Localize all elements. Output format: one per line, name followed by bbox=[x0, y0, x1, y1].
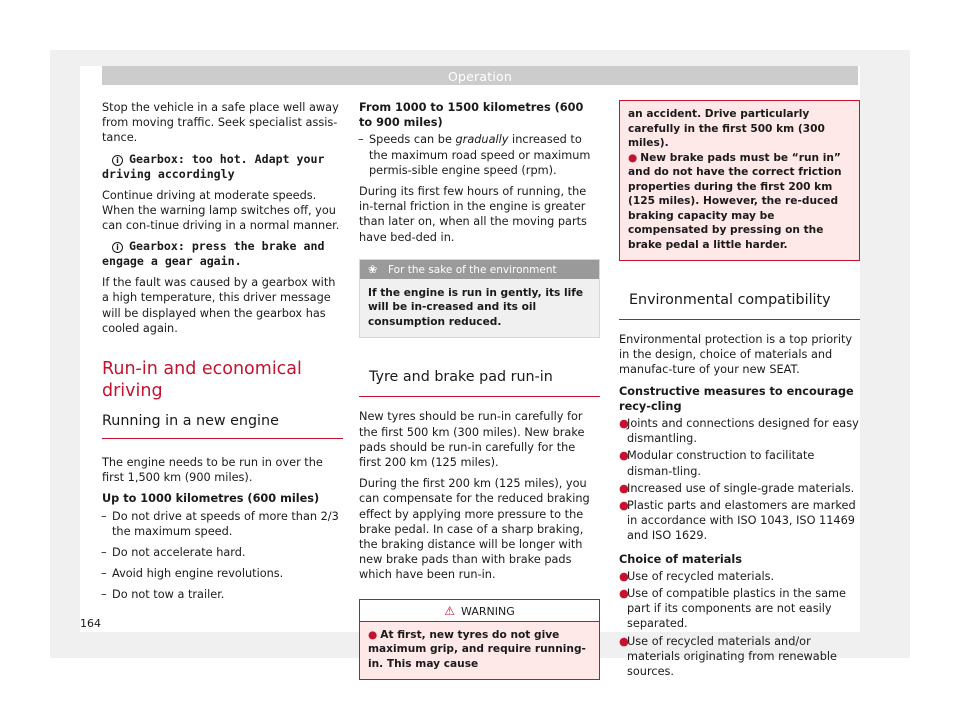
driver-message-1: i Gearbox: too hot. Adapt your driving accordingly bbox=[102, 151, 325, 181]
warning-text: ● At first, new tyres do not give maximum grip, and require running-in. This may cause bbox=[360, 622, 599, 680]
list-item: ● Plastic parts and elastomers are marked in accordance with ISO 1043, ISO 11469 and ISO 1629. bbox=[619, 499, 856, 543]
list-item: – Do not tow a trailer. bbox=[102, 587, 343, 602]
section-heading: Run-in and economical driving bbox=[102, 359, 302, 402]
list-item: – Avoid high engine revolutions. bbox=[102, 566, 343, 581]
list-item: – Do not accelerate hard. bbox=[102, 545, 343, 560]
header-bar bbox=[102, 66, 858, 85]
paragraph: If the fault was caused by a gearbox with a high temperature, this driver message will be displayed when the gearbox has cooled again. bbox=[102, 276, 336, 335]
driver-message-2: i Gearbox: press the brake and engage a gear again. bbox=[102, 239, 325, 269]
info-icon: i bbox=[112, 242, 123, 253]
column-1 bbox=[102, 100, 343, 609]
bullet-icon: ● bbox=[619, 634, 629, 648]
list-item: – Speeds can be gradually increased to the maximum road speed or maximum permis-sible engine speed (rpm). bbox=[359, 132, 600, 178]
subsection-heading: Environmental compatibility bbox=[619, 291, 860, 320]
subsection-heading: Running in a new engine bbox=[102, 412, 343, 439]
list-item: – Do not drive at speeds of more than 2/3 the maximum speed. bbox=[102, 509, 343, 539]
list-item: ● Joints and connections designed for easy dismantling. bbox=[619, 417, 859, 446]
list-item: ● Modular construction to facilitate disman-tling. bbox=[619, 449, 815, 478]
environment-note bbox=[359, 259, 600, 339]
warning-continuation: an accident. Drive particularly carefully in the first 500 km (300 miles). ● New brake pads must be “run in” and do not have the correct friction properties during the first 200 km (125 miles). However, the re-duced braking capacity may be compensated by pressing on the brake pedal a little harder. bbox=[619, 100, 860, 261]
list-title: Up to 1000 kilometres (600 miles) bbox=[102, 492, 320, 506]
environment-note-text: If the engine is run in gently, its life will be in-creased and its oil consumption reduced. bbox=[360, 279, 599, 338]
warning-header: ⚠ WARNING bbox=[360, 600, 599, 622]
bullet-icon: ● bbox=[619, 449, 629, 463]
list-title: Choice of materials bbox=[619, 552, 742, 566]
warning-triangle-icon: ⚠ bbox=[444, 603, 456, 618]
bullet-icon: ● bbox=[619, 499, 629, 513]
bullet-icon: ● bbox=[619, 587, 629, 601]
paragraph: During its first few hours of running, the in-ternal friction in the engine is greater than later on, when all the moving parts have bed-ded in. bbox=[359, 185, 587, 244]
warning-item: ● New brake pads must be “run in” and do not have the correct friction properties during the first 200 km (125 miles). However, the re-duced braking capacity may be compensated by pressing on the brake pedal a little harder. bbox=[628, 151, 842, 251]
paragraph: Environmental protection is a top priority in the design, choice of materials and manufac-ture of your new SEAT. bbox=[619, 333, 853, 377]
bullet-icon: ● bbox=[368, 628, 378, 641]
environment-note-header: ❀ For the sake of the environment bbox=[360, 260, 599, 279]
paragraph: Stop the vehicle in a safe place well away from moving traffic. Seek specialist assis-tance. bbox=[102, 101, 339, 145]
bullet-icon: ● bbox=[619, 417, 629, 431]
list-item: ● Increased use of single-grade materials. bbox=[619, 481, 855, 495]
bullet-icon: ● bbox=[619, 481, 629, 495]
list-item: ● Use of recycled materials and/or materials originating from renewable sources. bbox=[619, 634, 837, 679]
page-number: 164 bbox=[80, 617, 101, 630]
paragraph: The engine needs to be run in over the first 1,500 km (900 miles). bbox=[102, 456, 323, 485]
list-item: ● Use of recycled materials. bbox=[619, 569, 775, 583]
leaf-icon: ❀ bbox=[368, 262, 378, 276]
page-header-title: Operation bbox=[447, 69, 512, 84]
paragraph: During the first 200 km (125 miles), you can compensate for the reduced braking effect by applying more pressure to the brake pedal. In case of a sharp braking, the braking distance will be longer with new brake pads than with brake pads which have been run-in. bbox=[359, 477, 590, 582]
paragraph: New tyres should be run-in carefully for the first 500 km (300 miles). New brake pads should be run-in carefully for the first 200 km (125 miles). bbox=[359, 410, 585, 469]
column-3 bbox=[619, 100, 860, 681]
list-item: ● Use of compatible plastics in the same part if its components are not easily separated. bbox=[619, 587, 846, 631]
info-icon: i bbox=[112, 155, 123, 166]
column-2 bbox=[359, 100, 600, 680]
warning-box bbox=[359, 599, 600, 681]
subsection-heading: Tyre and brake pad run-in bbox=[359, 368, 600, 397]
bullet-icon: ● bbox=[628, 151, 638, 164]
bullet-icon: ● bbox=[619, 569, 629, 583]
paragraph: Continue driving at moderate speeds. When the warning lamp switches off, you can con-tinue driving in a normal manner. bbox=[102, 188, 340, 233]
list-title: Constructive measures to encourage recy-cling bbox=[619, 384, 854, 413]
list-title: From 1000 to 1500 kilometres (600 to 900 miles) bbox=[359, 101, 584, 130]
